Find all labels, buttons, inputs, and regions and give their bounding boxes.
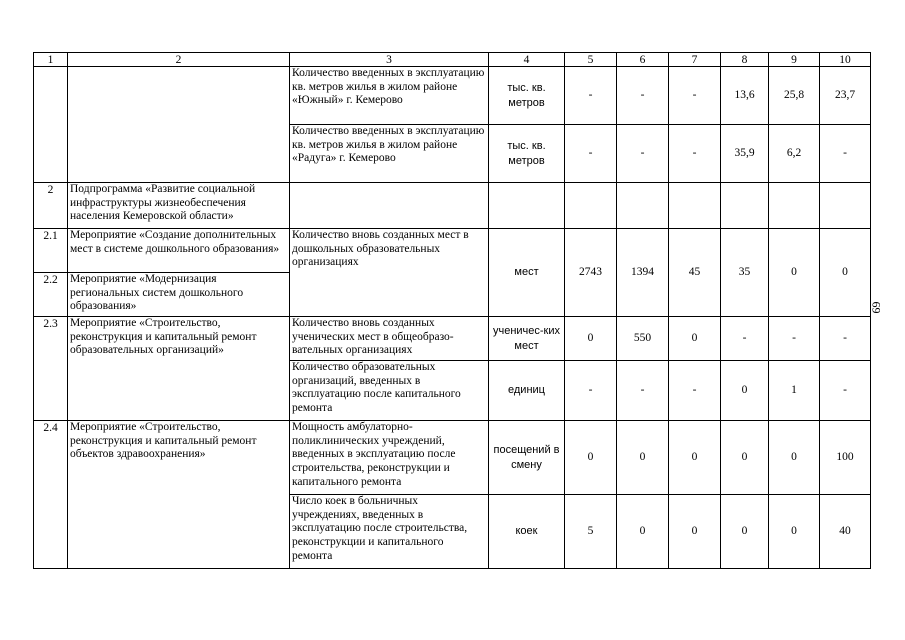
num-cell: 2.3 (34, 317, 68, 421)
value-cell: - (669, 125, 721, 183)
value-cell: 35 (721, 229, 769, 317)
value-cell: - (669, 67, 721, 125)
col-header: 6 (617, 53, 669, 67)
indicator-cell: Количество введенных в эксплуатацию кв. метров жилья в жилом районе «Южный» г. Кемерово (290, 67, 489, 125)
value-cell: 0 (721, 361, 769, 421)
value-cell: 5 (565, 495, 617, 569)
value-cell: 45 (669, 229, 721, 317)
indicator-cell: Мощность амбулаторно-поликлинических учреждений, введенных в эксплуатацию после строительства, реконструкции и капитального ремонта (290, 421, 489, 495)
value-cell: - (820, 317, 871, 361)
indicator-cell: Количество вновь созданных ученических мест в общеобразо-вательных организациях (290, 317, 489, 361)
name-cell (68, 67, 290, 183)
value-cell: 0 (669, 317, 721, 361)
unit-cell: мест (489, 229, 565, 317)
col-header: 4 (489, 53, 565, 67)
value-cell: 0 (669, 495, 721, 569)
value-cell: - (721, 317, 769, 361)
name-cell: Мероприятие «Создание дополнительных мест в системе дошкольного образования» (68, 229, 290, 273)
value-cell: - (617, 125, 669, 183)
num-cell: 2.1 (34, 229, 68, 273)
col-header: 7 (669, 53, 721, 67)
value-cell: - (617, 361, 669, 421)
num-cell: 2 (34, 183, 68, 229)
unit-cell: тыс. кв. метров (489, 67, 565, 125)
value-cell: 35,9 (721, 125, 769, 183)
table-row (34, 67, 871, 125)
value-cell: 0 (769, 421, 820, 495)
indicator-cell: Число коек в больничных учреждениях, введенных в эксплуатацию после строительства, реконструкции и капитального ремонта (290, 495, 489, 569)
name-cell: Мероприятие «Строительство, реконструкция и капитальный ремонт образовательных организаций» (68, 317, 290, 421)
indicator-cell: Количество образовательных организаций, введенных в эксплуатацию после капитального ремонта (290, 361, 489, 421)
value-cell: - (565, 361, 617, 421)
name-cell: Мероприятие «Модернизация региональных систем дошкольного образования» (68, 273, 290, 317)
value-cell: - (617, 67, 669, 125)
header-row (34, 53, 871, 67)
indicator-cell: Количество вновь созданных мест в дошкольных образовательных организациях (290, 229, 489, 317)
value-cell: 0 (565, 421, 617, 495)
name-cell: Мероприятие «Строительство, реконструкция и капитальный ремонт объектов здравоохранения» (68, 421, 290, 569)
value-cell: 1 (769, 361, 820, 421)
value-cell (820, 183, 871, 229)
value-cell: 100 (820, 421, 871, 495)
value-cell: 2743 (565, 229, 617, 317)
page-number: 69 (869, 301, 884, 314)
unit-cell: ученичес-ких мест (489, 317, 565, 361)
value-cell (565, 183, 617, 229)
table-row (34, 183, 871, 229)
value-cell: 13,6 (721, 67, 769, 125)
indicator-cell: Количество введенных в эксплуатацию кв. метров жилья в жилом районе «Радуга» г. Кемерово (290, 125, 489, 183)
value-cell: - (820, 361, 871, 421)
name-cell: Подпрограмма «Развитие социальной инфраструктуры жизнеобеспечения населения Кемеровской области» (68, 183, 290, 229)
value-cell (721, 183, 769, 229)
value-cell: 6,2 (769, 125, 820, 183)
table-row (34, 229, 871, 273)
value-cell: 25,8 (769, 67, 820, 125)
value-cell: 0 (617, 495, 669, 569)
value-cell: - (565, 67, 617, 125)
value-cell: 0 (565, 317, 617, 361)
col-header: 9 (769, 53, 820, 67)
value-cell (669, 183, 721, 229)
num-cell: 2.4 (34, 421, 68, 569)
value-cell: - (769, 317, 820, 361)
unit-cell: коек (489, 495, 565, 569)
value-cell: 0 (669, 421, 721, 495)
value-cell: 550 (617, 317, 669, 361)
value-cell: 23,7 (820, 67, 871, 125)
value-cell: 40 (820, 495, 871, 569)
unit-cell: посещений в смену (489, 421, 565, 495)
col-header: 1 (34, 53, 68, 67)
indicator-cell (290, 183, 489, 229)
num-cell: 2.2 (34, 273, 68, 317)
unit-cell (489, 183, 565, 229)
value-cell: 1394 (617, 229, 669, 317)
value-cell: 0 (721, 421, 769, 495)
col-header: 10 (820, 53, 871, 67)
value-cell: 0 (721, 495, 769, 569)
value-cell: 0 (769, 495, 820, 569)
col-header: 2 (68, 53, 290, 67)
col-header: 8 (721, 53, 769, 67)
table-row (34, 317, 871, 361)
num-cell (34, 67, 68, 183)
value-cell: 0 (820, 229, 871, 317)
col-header: 5 (565, 53, 617, 67)
value-cell (617, 183, 669, 229)
unit-cell: тыс. кв. метров (489, 125, 565, 183)
value-cell: - (565, 125, 617, 183)
unit-cell: единиц (489, 361, 565, 421)
table-row (34, 421, 871, 495)
value-cell: - (820, 125, 871, 183)
value-cell: 0 (769, 229, 820, 317)
indicators-table (33, 52, 871, 569)
col-header: 3 (290, 53, 489, 67)
value-cell: 0 (617, 421, 669, 495)
value-cell (769, 183, 820, 229)
value-cell: - (669, 361, 721, 421)
